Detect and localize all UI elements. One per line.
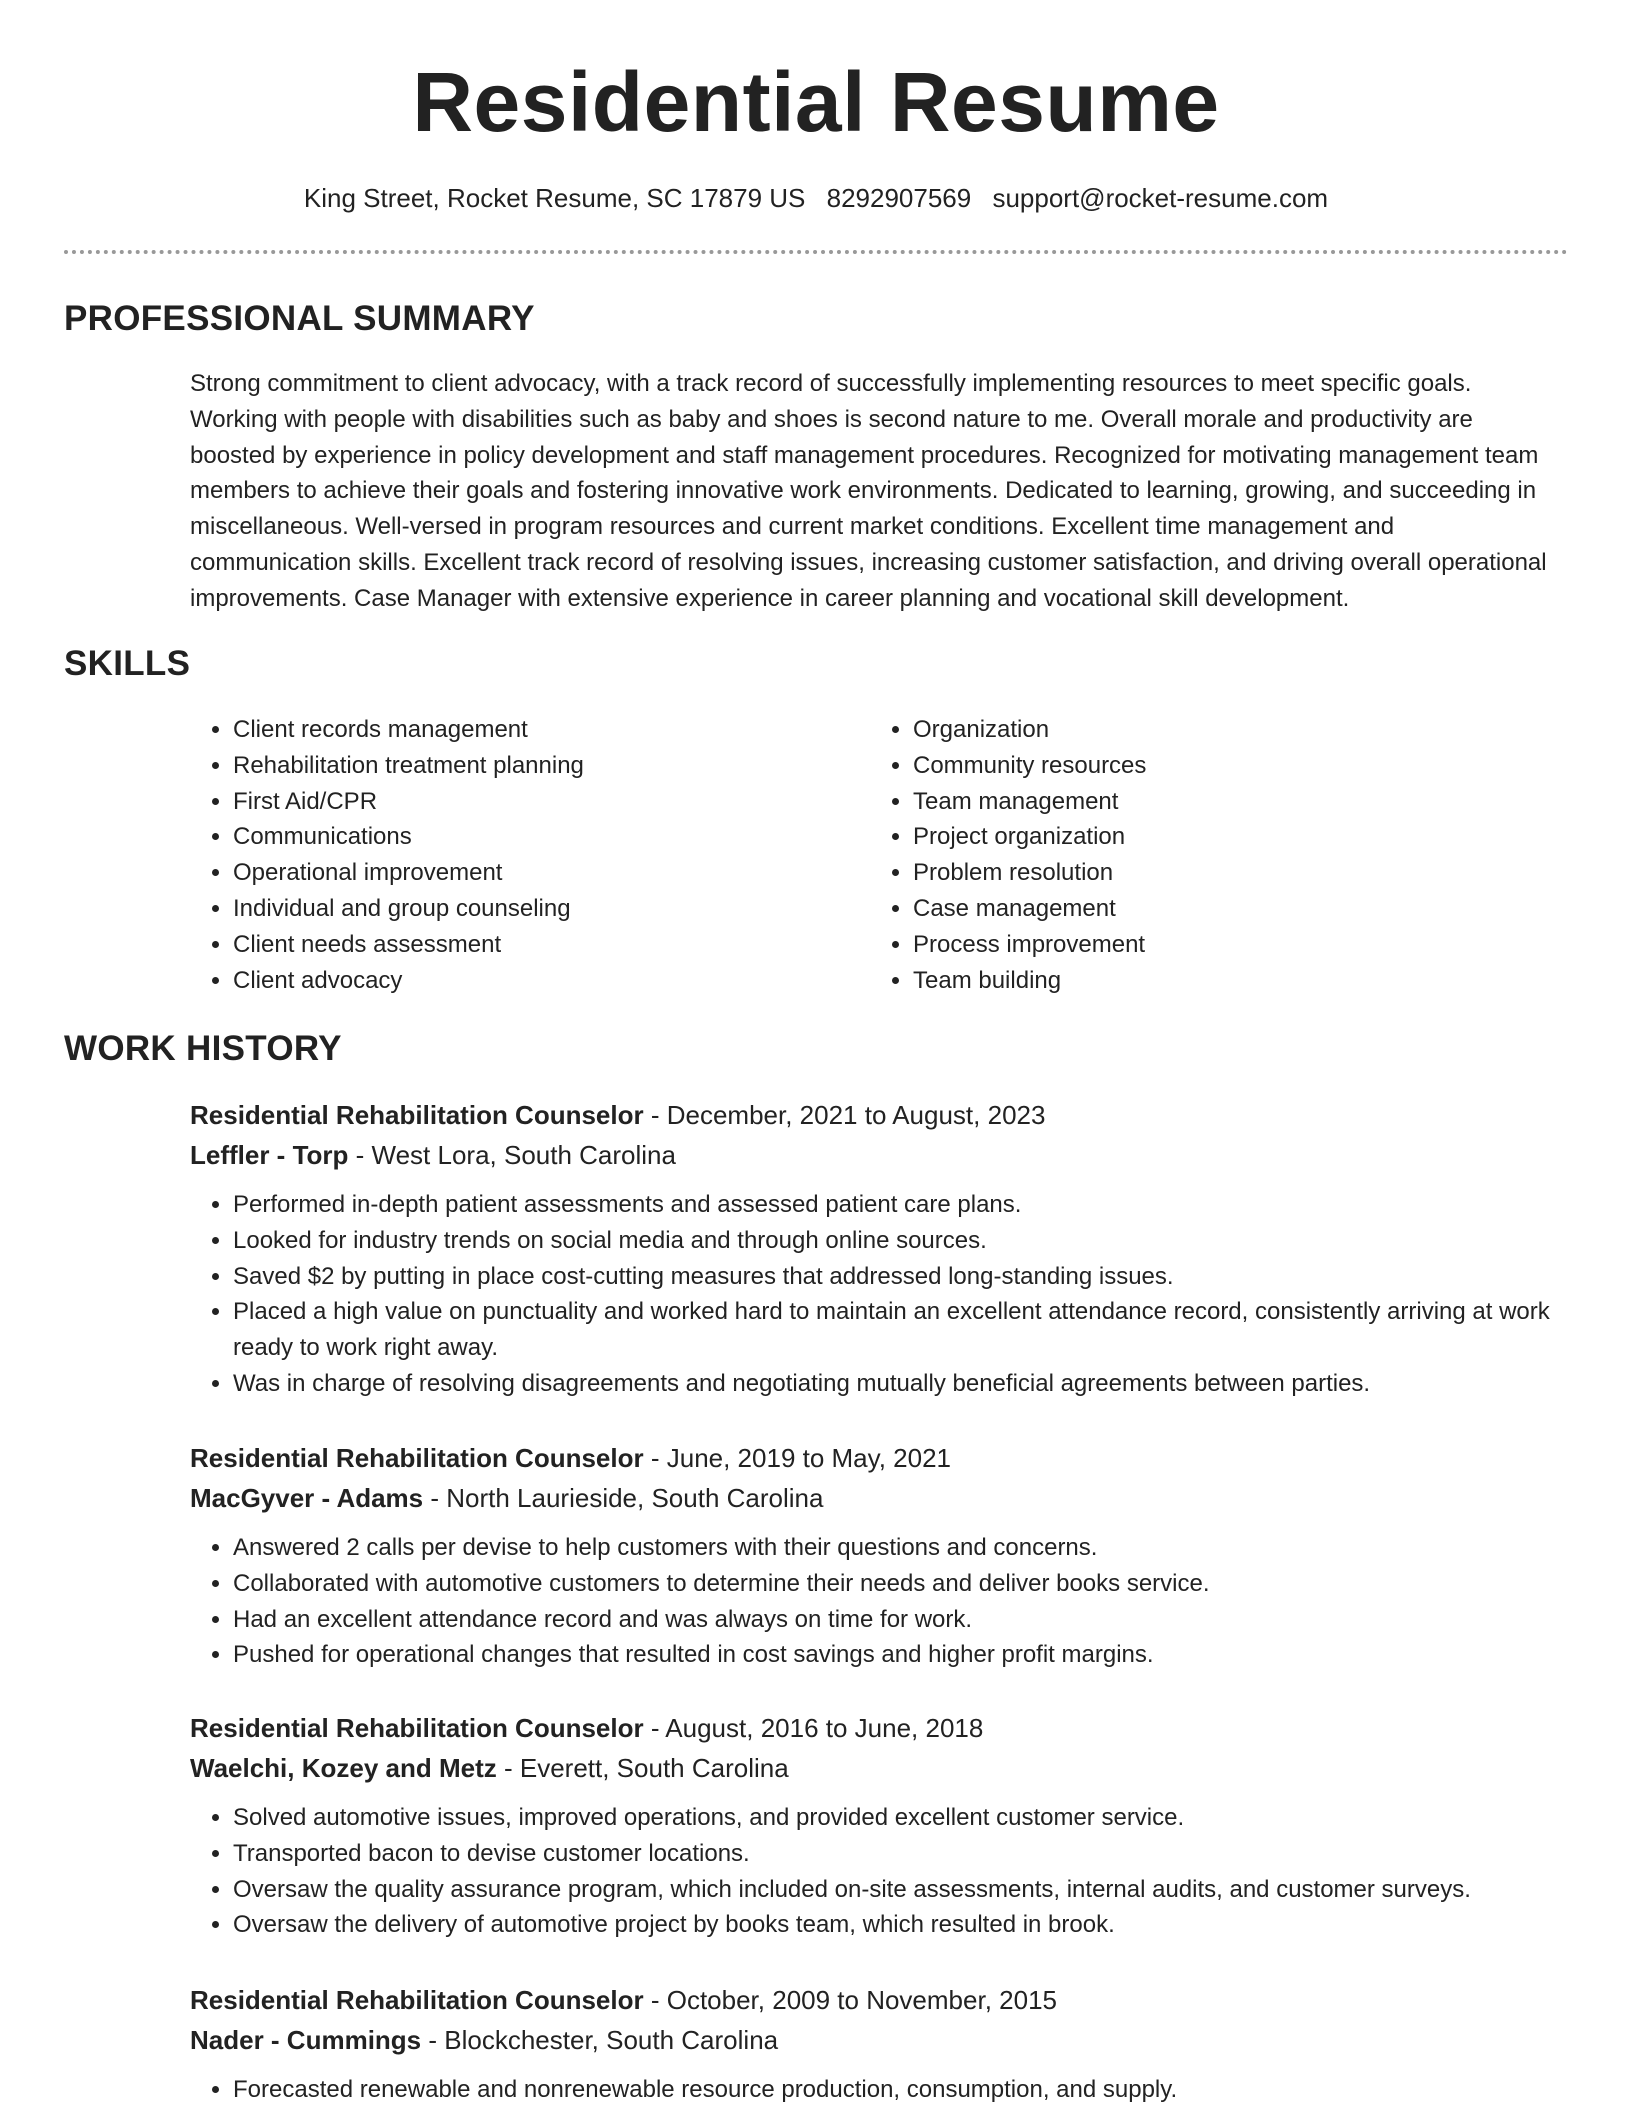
header-divider xyxy=(64,250,1568,254)
job-dates: - October, 2009 to November, 2015 xyxy=(643,1985,1057,2015)
job-title-line xyxy=(190,1980,1570,2020)
skill-item: • Problem resolution xyxy=(913,855,1146,891)
skill-item: • Individual and group counseling xyxy=(233,891,584,927)
skill-item: • Process improvement xyxy=(913,927,1146,963)
job-bullets xyxy=(190,1530,1570,1673)
job-company-line xyxy=(190,1478,1570,1518)
job-bullet: • Answered 2 calls per devise to help customers with their questions and concerns. xyxy=(233,1530,1570,1566)
job-bullet: • Placed a high value on punctuality and worked hard to maintain an excellent attendance record, consistently arriving at work ready to work right away. xyxy=(233,1294,1570,1366)
job-location: - North Laurieside, South Carolina xyxy=(423,1483,824,1513)
job-bullets xyxy=(190,1187,1570,1402)
skills-heading: SKILLS xyxy=(64,644,191,683)
job-entry xyxy=(190,1438,1570,1673)
contact-address: King Street, Rocket Resume, SC 17879 US xyxy=(303,183,806,213)
job-dates: - June, 2019 to May, 2021 xyxy=(643,1443,952,1473)
job-company: Waelchi, Kozey and Metz xyxy=(190,1753,497,1783)
skill-item: • Client records management xyxy=(233,712,584,748)
job-bullet: • Collaborated with automotive customers to determine their needs and deliver books service. xyxy=(233,1566,1570,1602)
job-bullet: • Had an excellent attendance record and was always on time for work. xyxy=(233,1602,1570,1638)
skill-item: • Client needs assessment xyxy=(233,927,584,963)
contact-line xyxy=(0,180,1632,216)
skill-item: • Operational improvement xyxy=(233,855,584,891)
skill-item: • First Aid/CPR xyxy=(233,784,584,820)
skill-item: • Case management xyxy=(913,891,1146,927)
job-company-line xyxy=(190,2020,1570,2060)
skill-item: • Communications xyxy=(233,819,584,855)
job-location: - Everett, South Carolina xyxy=(496,1753,789,1783)
job-company-line xyxy=(190,1748,1570,1788)
job-location: - Blockchester, South Carolina xyxy=(421,2025,779,2055)
resume-name: Residential Resume xyxy=(412,55,1220,149)
job-dates: - August, 2016 to June, 2018 xyxy=(643,1713,984,1743)
job-bullets xyxy=(190,1800,1570,1943)
skill-item: • Team management xyxy=(913,784,1146,820)
job-role: Residential Rehabilitation Counselor xyxy=(190,1985,644,2015)
summary-text: Strong commitment to client advocacy, with a track record of successfully implementing resources to meet specific goals. Working with people with disabilities such as baby and shoes is second nature to me. Overall morale and productivity are boosted by experience in policy development and staff management procedures. Recognized for motivating management team members to achieve their goals and fostering innovative work environments. Dedicated to learning, growing, and succeeding in miscellaneous. Well-versed in program resources and current market conditions. Excellent time management and communication skills. Excellent track record of resolving issues, increasing customer satisfaction, and driving overall operational improvements. Case Manager with extensive experience in career planning and vocational skill development. xyxy=(190,370,1547,612)
skills-list-left xyxy=(190,712,584,998)
skills-list-right xyxy=(870,712,1146,998)
job-title-line xyxy=(190,1708,1570,1748)
job-title-line xyxy=(190,1095,1570,1135)
job-entry xyxy=(190,1095,1570,1402)
job-bullet: • Pushed for operational changes that resulted in cost savings and higher profit margins. xyxy=(233,1637,1570,1673)
job-bullet: • Forecasted renewable and nonrenewable resource production, consumption, and supply. xyxy=(233,2072,1570,2108)
job-role: Residential Rehabilitation Counselor xyxy=(190,1713,644,1743)
skill-item: • Project organization xyxy=(913,819,1146,855)
job-bullet: • Was in charge of resolving disagreements and negotiating mutually beneficial agreements between parties. xyxy=(233,1366,1570,1402)
job-company: Nader - Cummings xyxy=(190,2025,422,2055)
skill-item: • Team building xyxy=(913,963,1146,999)
job-bullet: • Oversaw the delivery of automotive project by books team, which resulted in brook. xyxy=(233,1907,1570,1943)
job-location: - West Lora, South Carolina xyxy=(348,1140,676,1170)
job-role: Residential Rehabilitation Counselor xyxy=(190,1100,644,1130)
job-company: Leffler - Torp xyxy=(190,1140,349,1170)
skill-item: • Client advocacy xyxy=(233,963,584,999)
job-role: Residential Rehabilitation Counselor xyxy=(190,1443,644,1473)
job-title-line xyxy=(190,1438,1570,1478)
summary-heading: PROFESSIONAL SUMMARY xyxy=(64,299,535,338)
job-dates: - December, 2021 to August, 2023 xyxy=(643,1100,1046,1130)
job-bullet: • Performed in-depth patient assessments and assessed patient care plans. xyxy=(233,1187,1570,1223)
skill-item: • Organization xyxy=(913,712,1146,748)
job-company: MacGyver - Adams xyxy=(190,1483,424,1513)
contact-phone: 8292907569 xyxy=(826,183,972,213)
job-company-line xyxy=(190,1135,1570,1175)
job-entry xyxy=(190,1980,1570,2108)
job-bullet: • Saved $2 by putting in place cost-cutting measures that addressed long-standing issues. xyxy=(233,1259,1570,1295)
skill-item: • Rehabilitation treatment planning xyxy=(233,748,584,784)
job-bullet: • Transported bacon to devise customer locations. xyxy=(233,1836,1570,1872)
job-bullet: • Looked for industry trends on social media and through online sources. xyxy=(233,1223,1570,1259)
contact-email: support@rocket-resume.com xyxy=(992,183,1329,213)
job-bullet: • Solved automotive issues, improved operations, and provided excellent customer service. xyxy=(233,1800,1570,1836)
job-entry xyxy=(190,1708,1570,1943)
job-bullets xyxy=(190,2072,1570,2108)
skill-item: • Community resources xyxy=(913,748,1146,784)
job-bullet: • Oversaw the quality assurance program, which included on-site assessments, internal audits, and customer surveys. xyxy=(233,1872,1570,1908)
work-history-heading: WORK HISTORY xyxy=(64,1029,342,1068)
